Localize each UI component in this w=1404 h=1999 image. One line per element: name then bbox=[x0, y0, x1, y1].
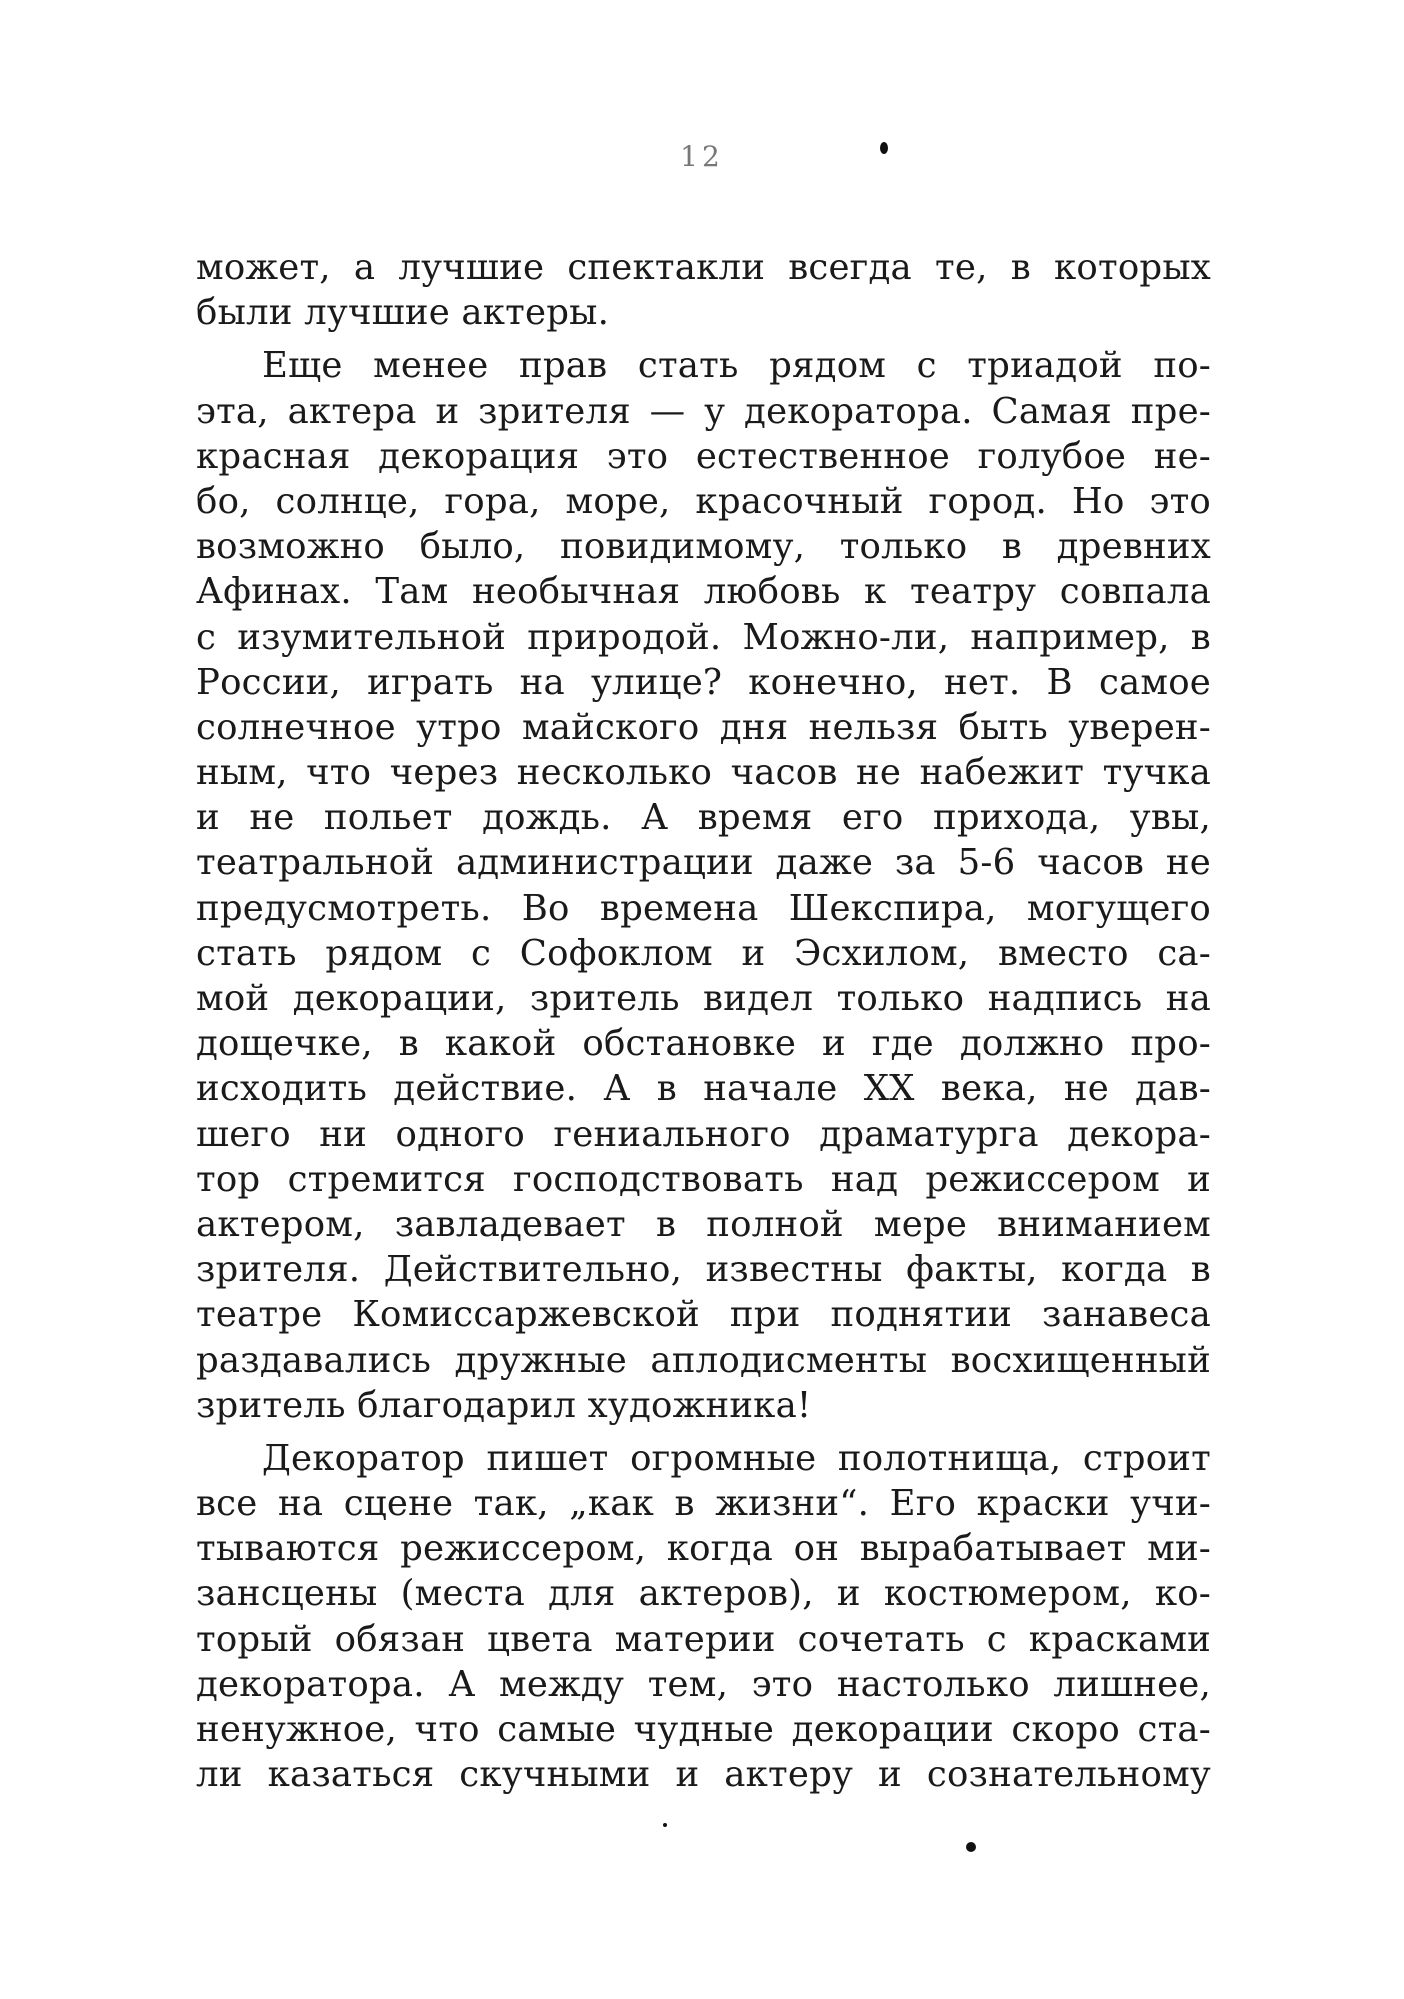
ink-speck bbox=[880, 142, 888, 154]
text-line: Декоратор пишет огромные полотнища, строит bbox=[262, 1437, 1211, 1479]
text-line: России, играть на улице? конечно, нет. В самое bbox=[196, 661, 1211, 703]
text-line: были лучшие актеры. bbox=[196, 292, 610, 334]
text-line: театре Комиссаржевской при поднятии занавеса bbox=[196, 1294, 1211, 1336]
text-line: Афинах. Там необычная любовь к театру совпала bbox=[196, 571, 1211, 613]
text-line: шего ни одного гениального драматурга декора- bbox=[196, 1113, 1211, 1155]
text-line: красная декорация это естественное голубое не- bbox=[196, 435, 1211, 477]
paragraph bbox=[196, 1436, 1211, 1798]
text-line: мой декорации, зритель видел только надпись на bbox=[196, 978, 1211, 1019]
text-line: все на сцене так, „как в жизни“. Его краски учи- bbox=[196, 1483, 1211, 1525]
text-line: возможно было, повидимому, только в древних bbox=[196, 526, 1211, 568]
paragraph bbox=[196, 343, 1211, 1428]
text-line: стать рядом с Софоклом и Эсхилом, вместо са- bbox=[196, 932, 1211, 974]
text-line: бо, солнце, гора, море, красочный город. Но это bbox=[196, 480, 1211, 522]
text-line: тор стремится господствовать над режиссером и bbox=[196, 1158, 1211, 1200]
text-line: зрителя. Действительно, известны факты, когда в bbox=[196, 1249, 1211, 1291]
paragraph bbox=[196, 245, 1211, 335]
text-line: раздавались дружные аплодисменты восхищенный bbox=[196, 1339, 1211, 1381]
text-line: зритель благодарил художника! bbox=[196, 1384, 812, 1426]
text-line: ным, что через несколько часов не набежит тучка bbox=[196, 752, 1211, 794]
text-line: тываются режиссером, когда он вырабатывает ми- bbox=[196, 1528, 1211, 1570]
text-line: дощечке, в какой обстановке и где должно про- bbox=[196, 1023, 1211, 1065]
text-line: эта, актера и зрителя — у декоратора. Самая пре- bbox=[196, 390, 1211, 432]
text-line: с изумительной природой. Можно-ли, например, в bbox=[196, 616, 1211, 658]
ink-speck bbox=[966, 1842, 976, 1852]
text-line: торый обязан цвета материи сочетать с красками bbox=[196, 1618, 1211, 1660]
text-line: декоратора. А между тем, это настолько лишнее, bbox=[196, 1663, 1211, 1705]
text-line: солнечное утро майского дня нельзя быть уверен- bbox=[196, 706, 1211, 748]
text-line: и не польет дождь. А время его прихода, увы, bbox=[196, 797, 1211, 839]
page-number: 12 bbox=[680, 140, 724, 173]
text-line: может, а лучшие спектакли всегда те, в которых bbox=[196, 247, 1211, 288]
text-line: ненужное, что самые чудные декорации скоро ста- bbox=[196, 1709, 1211, 1750]
text-line: Еще менее прав стать рядом с триадой по- bbox=[262, 345, 1211, 387]
ink-speck bbox=[663, 1823, 667, 1827]
text-line: актером, завладевает в полной мере вниманием bbox=[196, 1203, 1211, 1245]
text-line: зансцены (места для актеров), и костюмером, ко- bbox=[196, 1573, 1211, 1615]
text-line: предусмотреть. Во времена Шекспира, могущего bbox=[196, 887, 1211, 929]
text-line: исходить действие. А в начале XX века, не дав- bbox=[196, 1068, 1211, 1110]
text-line: ли казаться скучными и актеру и сознательному bbox=[196, 1754, 1211, 1796]
body-text bbox=[196, 245, 1211, 1797]
text-line: театральной администрации даже за 5-6 часов не bbox=[196, 842, 1211, 884]
